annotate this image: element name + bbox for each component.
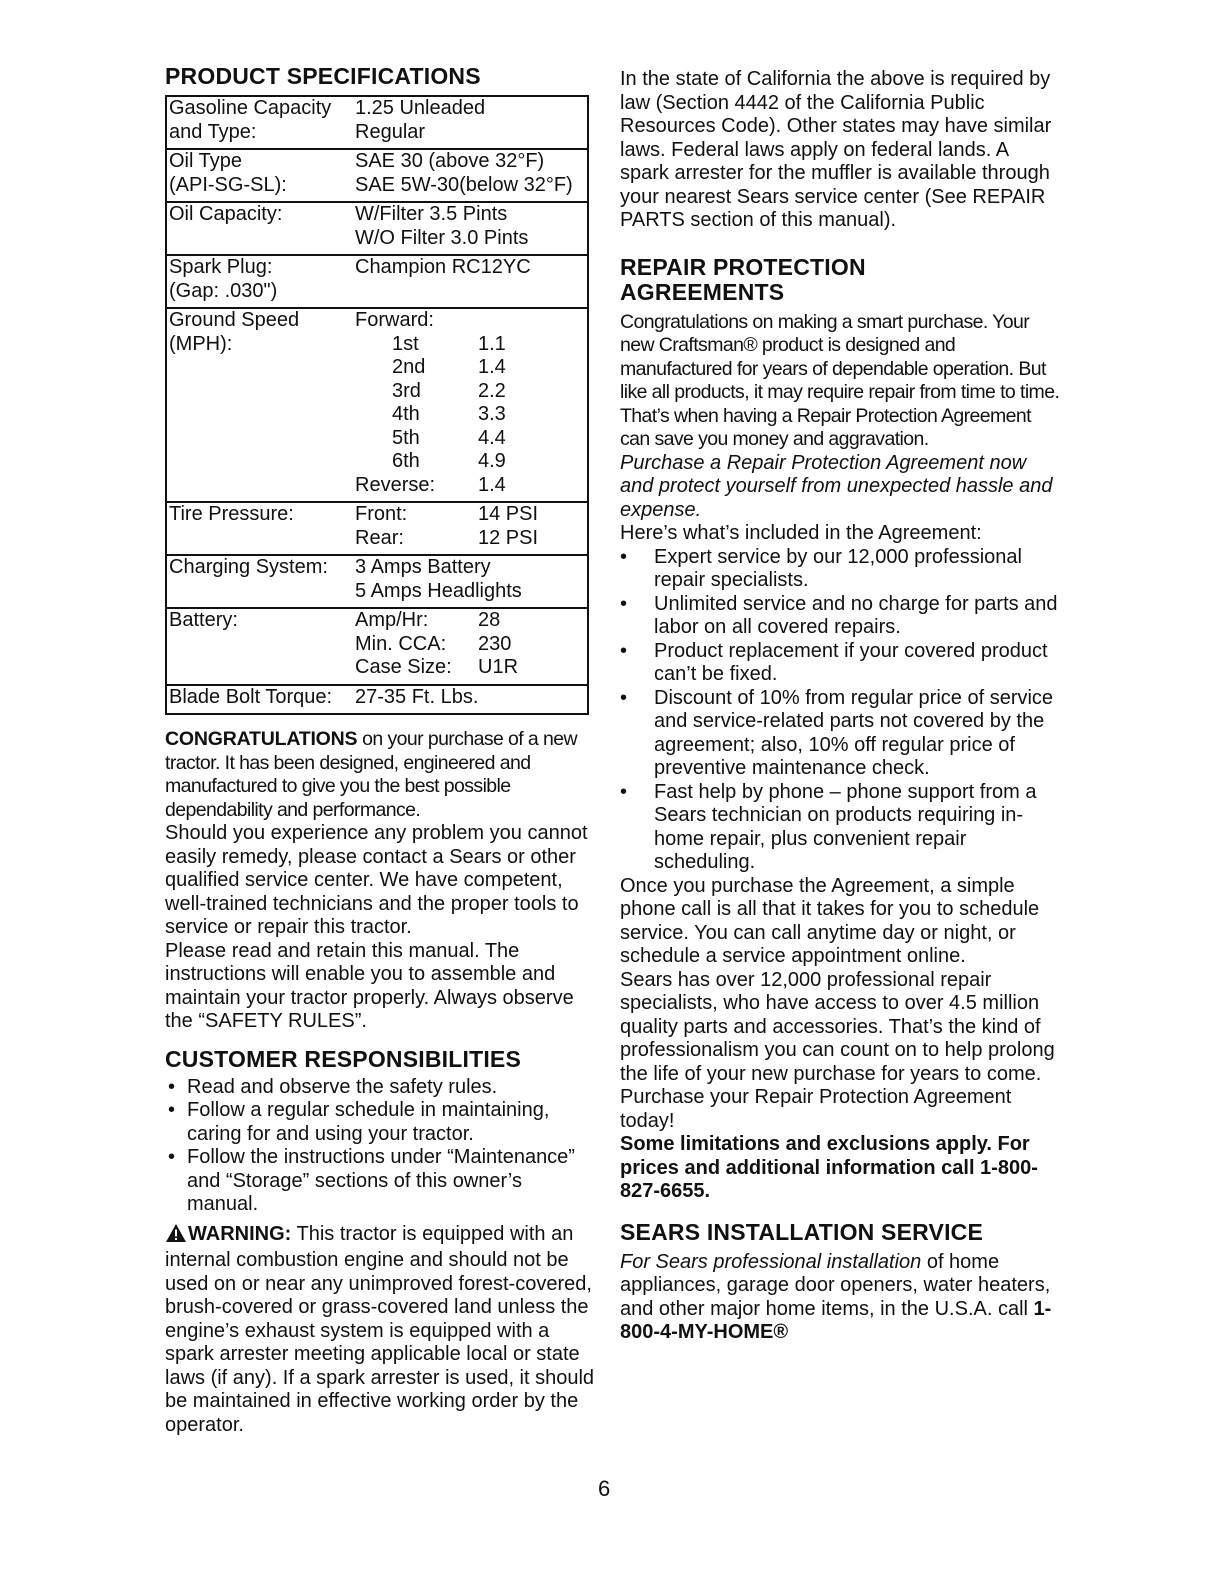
spec-value-key: Forward: [355, 309, 434, 331]
bullet-icon: • [620, 592, 628, 615]
spec-value-key: 27-35 Ft. Lbs. [355, 685, 479, 708]
list-item [620, 546, 1060, 593]
page-number: 6 [598, 1476, 611, 1501]
spec-value [355, 309, 587, 497]
bullet-icon: • [620, 780, 628, 803]
install-text: of home appliances, garage door openers, water heaters, and other major home items, in the U.S.A. call [620, 1250, 1051, 1320]
spec-value-line [355, 450, 587, 474]
spec-value-key: SAE 30 (above 32°F) [355, 150, 545, 172]
spec-label-line: Oil Type [169, 150, 242, 172]
spec-value-line [355, 174, 587, 198]
install-heading: SEARS INSTALLATION SERVICE [620, 1218, 984, 1245]
spec-value-number: U1R [478, 656, 519, 678]
list-item [165, 1076, 595, 1100]
spec-value-line [355, 403, 587, 427]
list-item [620, 640, 1060, 687]
congrats-text: on your purchase of a new tractor. It has been designed, engineered and manufactured to give you the best possible dependability and performance. [165, 728, 577, 821]
spec-label-line: Spark Plug: [169, 256, 273, 278]
spec-value-line [355, 503, 587, 527]
list-item [620, 687, 1060, 781]
spec-value-key: Case Size: [355, 656, 452, 678]
spec-label [169, 503, 355, 550]
spec-row [167, 607, 587, 684]
spec-value-key: 6th [392, 450, 420, 472]
warning-para [165, 1223, 595, 1438]
spec-label [169, 556, 355, 603]
spec-value-line [355, 656, 587, 680]
list-item-text: Unlimited service and no charge for parts and labor on all covered repairs. [654, 592, 1058, 638]
spec-value-number: 12 PSI [478, 526, 539, 549]
spec-label [169, 309, 355, 497]
list-item-text: Discount of 10% from regular price of service and service-related parts not covered by the agreement; also, 10% off regular price of preventive maintenance check. [654, 686, 1054, 779]
spec-value-key: 1st [392, 332, 419, 355]
spec-value [355, 203, 587, 250]
list-item [165, 1099, 595, 1146]
spec-value-key: W/O Filter 3.0 Pints [355, 226, 529, 249]
spec-value-line [355, 333, 587, 357]
bullet-icon: • [168, 1099, 176, 1121]
spec-row [167, 254, 587, 307]
repair-intro: Congratulations on making a smart purchase. Your new Craftsman® product is designed and manufactured for years of dependable operation. But like all products, it may require repair from time to time. That’s when having a Repair Protection Agreement can save you money and aggravation. [620, 310, 1060, 450]
spec-value [355, 97, 587, 144]
warning-text: This tractor is equipped with an internal combustion engine and should not be used on or near any unimproved forest-covered, brush-covered or grass-covered land unless the engine’s exhaust system is equipped with a spark arrester meeting applicable local or state laws (if any). If a spark arrester is used, it should be maintained in effective working order by the operator. [165, 1222, 595, 1436]
spec-label [169, 203, 355, 250]
spec-value-number: 1.4 [478, 356, 506, 378]
repair-heading-line-2: AGREEMENTS [620, 278, 785, 305]
warning-triangle-icon [165, 1223, 187, 1250]
spec-value-line [355, 427, 587, 451]
customer-heading: CUSTOMER RESPONSIBILITIES [165, 1045, 522, 1072]
spec-value-number: 1.1 [478, 332, 506, 355]
spec-value-key: Amp/Hr: [355, 609, 429, 631]
spec-row [167, 554, 587, 607]
spec-row [167, 307, 587, 501]
spec-value-key: Regular [355, 120, 426, 143]
list-item-text: Expert service by our 12,000 professional repair specialists. [654, 545, 1022, 591]
congrats-para-2: Should you experience any problem you cannot easily remedy, please contact a Sears or other qualified service center. We have competent, well-trained technicians and the proper tools to service or repair this tractor. [165, 822, 588, 938]
spec-label [169, 150, 355, 197]
spec-value-number: 230 [478, 632, 512, 655]
list-item-text: Product replacement if your covered product can’t be fixed. [654, 639, 1048, 685]
spec-value [355, 556, 587, 603]
repair-para-1: Once you purchase the Agreement, a simple phone call is all that it takes for you to schedule service. You can call anytime day or night, or schedule a service appointment online. [620, 874, 1040, 967]
spec-row [167, 97, 587, 148]
spec-value-line [355, 527, 587, 551]
spec-label-line: Blade Bolt Torque: [169, 685, 333, 708]
spec-row [167, 148, 587, 201]
list-item [620, 593, 1060, 640]
california-para: In the state of California the above is required by law (Section 4442 of the California Public Resources Code). Other states may have similar laws. Federal laws apply on federal lands. A spark arrester for the muffler is available through your nearest Sears service center (See REPAIR PARTS section of this manual). [620, 68, 1052, 231]
spec-value-key: W/Filter 3.5 Pints [355, 203, 508, 225]
spec-heading: PRODUCT SPECIFICATIONS [165, 63, 481, 89]
spec-label-line: Oil Capacity: [169, 203, 283, 225]
spec-value-line [355, 356, 587, 380]
spec-row [167, 201, 587, 254]
spec-label-line: (MPH): [169, 332, 233, 355]
spec-value-number: 2.2 [478, 379, 506, 402]
left-column [165, 64, 595, 1437]
spec-value-line [355, 150, 587, 174]
spec-value-number: 4.9 [478, 450, 506, 472]
spec-value-line [355, 121, 587, 145]
spec-value-key: 5th [392, 426, 420, 449]
spec-value-line [355, 474, 587, 498]
install-phone: 1-800-4-MY-HOME® [620, 1297, 1052, 1343]
spec-label [169, 97, 355, 144]
spec-label-line: Tire Pressure: [169, 503, 294, 525]
spec-value-key: SAE 5W-30(below 32°F) [355, 173, 573, 196]
spec-value-line [355, 227, 587, 251]
spec-value-number: 4.4 [478, 426, 506, 449]
list-item [165, 1146, 595, 1217]
list-item-text: Follow the instructions under “Maintenance” and “Storage” sections of this owner’s manual. [187, 1146, 575, 1215]
congrats-para [165, 728, 595, 822]
spec-value-key: 2nd [392, 356, 426, 378]
spec-value-key: Champion RC12YC [355, 256, 531, 278]
spec-value-number: 28 [478, 609, 501, 631]
spec-label [169, 686, 355, 710]
spec-value-key: Reverse: [355, 473, 436, 496]
bullet-icon: • [168, 1075, 176, 1098]
spec-label-line: (API-SG-SL): [169, 173, 287, 196]
spec-value [355, 150, 587, 197]
spec-value-key: 5 Amps Headlights [355, 579, 522, 602]
congrats-para-3: Please read and retain this manual. The instructions will enable you to assemble and maintain your tractor properly. Always observe the “SAFETY RULES”. [165, 939, 574, 1032]
spec-value-key: 4th [392, 403, 420, 425]
bullet-icon: • [620, 545, 628, 568]
spec-value-line [355, 309, 587, 333]
spec-label-line: Ground Speed [169, 309, 300, 331]
list-item [620, 781, 1060, 875]
spec-label-line: and Type: [169, 120, 257, 143]
spec-row [167, 501, 587, 554]
spec-value-number: 1.4 [478, 473, 506, 496]
spec-value-line [355, 633, 587, 657]
bullet-icon: • [620, 639, 628, 662]
spec-value [355, 503, 587, 550]
repair-heading [620, 255, 1060, 305]
spec-label-line: Charging System: [169, 556, 328, 578]
spec-value-line [355, 609, 587, 633]
repair-para-2: Sears has over 12,000 professional repair specialists, who have access to over 4.5 million quality parts and accessories. That’s the kind of professionalism you can count on to help prolong the life of your new purchase for years to come. Purchase your Repair Protection Agreement today! [620, 968, 1055, 1132]
spec-value-line [355, 97, 587, 121]
customer-list [165, 1076, 595, 1217]
spec-value-line [355, 686, 587, 710]
spec-label [169, 609, 355, 680]
right-column [620, 64, 1060, 1345]
spec-value-number: 3.3 [478, 403, 506, 425]
spec-value-line [355, 256, 587, 280]
spec-value-line [355, 380, 587, 404]
install-para [620, 1251, 1060, 1345]
spec-value-key: Front: [355, 503, 408, 525]
spec-label-line: (Gap: .030") [169, 279, 278, 302]
spec-value [355, 609, 587, 680]
repair-bold: Some limitations and exclusions apply. For prices and additional information call 1-800-827-6655. [620, 1133, 1038, 1202]
spec-value-key: Min. CCA: [355, 632, 447, 655]
repair-included: Here’s what’s included in the Agreement: [620, 522, 982, 544]
bullet-icon: • [620, 686, 628, 709]
spec-value-key: 3 Amps Battery [355, 556, 491, 578]
spec-label [169, 256, 355, 303]
spec-value [355, 686, 587, 710]
spec-value-number: 14 PSI [478, 503, 539, 525]
spec-table [165, 95, 589, 715]
spec-value [355, 256, 587, 303]
spec-value-line [355, 556, 587, 580]
bullet-icon: • [168, 1146, 176, 1168]
warning-label: WARNING: [188, 1222, 292, 1245]
spec-value-line [355, 203, 587, 227]
install-italic: For Sears professional installation [620, 1250, 922, 1273]
spec-row [167, 684, 587, 714]
spec-value-key: 3rd [392, 379, 421, 402]
repair-italic: Purchase a Repair Protection Agreement now and protect yourself from unexpected hassle and expense. [620, 451, 1053, 521]
spec-value-key: 1.25 Unleaded [355, 97, 486, 119]
congrats-lead: CONGRATULATIONS [165, 728, 358, 750]
spec-label-line: Battery: [169, 609, 238, 631]
repair-heading-line-1: REPAIR PROTECTION [620, 253, 866, 280]
list-item-text: Read and observe the safety rules. [187, 1075, 498, 1098]
repair-list [620, 546, 1060, 875]
spec-value-line [355, 580, 587, 604]
list-item-text: Follow a regular schedule in maintaining, caring for and using your tractor. [187, 1099, 550, 1145]
list-item-text: Fast help by phone – phone support from a Sears technician on products requiring in-home repair, plus convenient repair scheduling. [654, 780, 1037, 873]
spec-value-key: Rear: [355, 526, 404, 549]
spec-label-line: Gasoline Capacity [169, 97, 332, 119]
